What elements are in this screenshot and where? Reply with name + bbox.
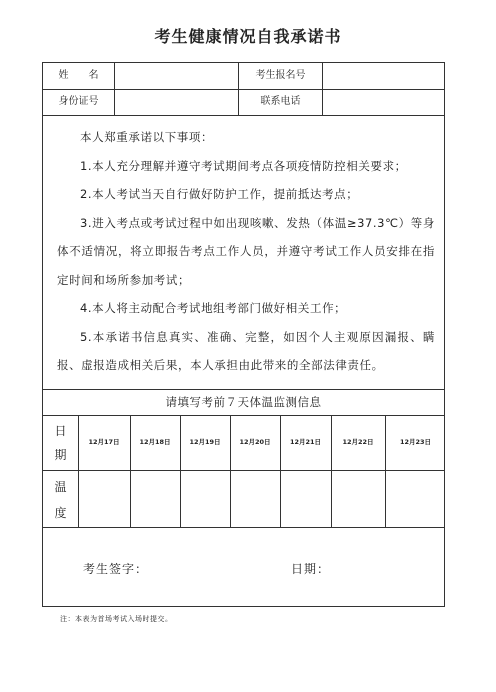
date-row-label: 日 xyxy=(54,424,67,438)
temp-row-label: 度 xyxy=(54,506,67,520)
temp-cell-12-17[interactable] xyxy=(79,471,130,526)
temp-cell-12-23[interactable] xyxy=(386,471,445,526)
pledge-item-5: 5.本承诺书信息真实、准确、完整，如因个人主观原因漏报、瞒报、虚报造成相关后果，本人承担由此带来的全部法律责任。 xyxy=(57,329,435,372)
pledge-intro: 本人郑重承诺以下事项： xyxy=(80,130,214,144)
pledge-item-3: 3.进入考点或考试过程中如出现咳嗽、发热（体温≥37.3℃）等身体不适情况，将立即报告考点工作人员，并遵守考试工作人员安排在指定时间和场所参加考试； xyxy=(57,215,435,287)
row-divider xyxy=(43,527,444,528)
row-divider xyxy=(43,415,444,416)
id-field[interactable] xyxy=(115,90,237,114)
name-label: 姓 名 xyxy=(58,70,99,81)
pledge-item-1: 1.本人充分理解并遵守考试期间考点各项疫情防控相关要求； xyxy=(80,158,407,173)
row-divider xyxy=(43,389,444,390)
temp-cell-12-19[interactable] xyxy=(181,471,230,526)
temp-cell-12-18[interactable] xyxy=(131,471,180,526)
temperature-title: 请填写考前７天体温监测信息 xyxy=(165,395,322,409)
temp-row-label: 温 xyxy=(54,480,67,494)
pledge-text xyxy=(57,123,435,380)
date-header: 12月19日 xyxy=(189,438,221,446)
phone-label: 联系电话 xyxy=(260,96,301,107)
page-title: 考生健康情况自我承诺书 xyxy=(154,27,342,46)
exam-no-field[interactable] xyxy=(323,64,445,88)
temp-cell-12-20[interactable] xyxy=(231,471,280,526)
footnote: 注：本表为首场考试入场时提交。 xyxy=(60,615,173,623)
sign-date-label: 日期： xyxy=(291,562,331,576)
date-header: 12月23日 xyxy=(399,438,432,446)
date-header: 12月21日 xyxy=(289,438,322,446)
pledge-form xyxy=(42,62,445,607)
date-header: 12月20日 xyxy=(239,438,271,446)
pledge-item-2: 2.本人考试当天自行做好防护工作，提前抵达考点； xyxy=(80,187,359,201)
date-header: 12月22日 xyxy=(342,438,374,446)
signer-label: 考生签字： xyxy=(83,562,149,576)
date-header: 12月17日 xyxy=(88,438,120,446)
id-label: 身份证号 xyxy=(58,96,99,107)
pledge-item-4: 4.本人将主动配合考试地组考部门做好相关工作； xyxy=(80,301,347,315)
row-divider xyxy=(43,115,444,116)
date-header: 12月18日 xyxy=(139,438,171,446)
phone-field[interactable] xyxy=(323,90,445,114)
temp-cell-12-22[interactable] xyxy=(332,471,385,526)
name-field[interactable] xyxy=(115,64,237,88)
exam-no-label: 考生报名号 xyxy=(255,70,306,81)
temp-cell-12-21[interactable] xyxy=(281,471,331,526)
date-row-label: 期 xyxy=(54,448,67,462)
